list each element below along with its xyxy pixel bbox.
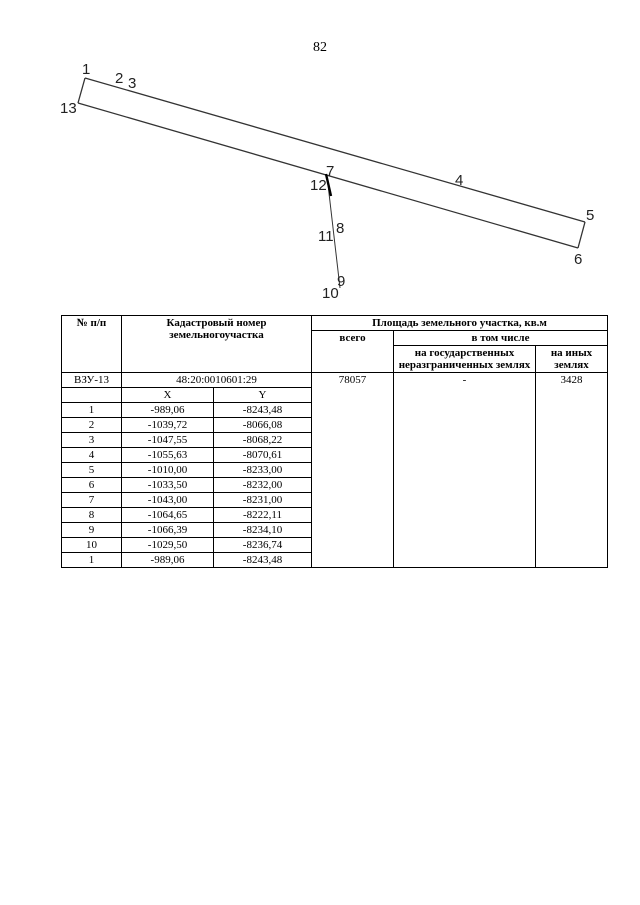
coord-cell-y: -8231,00 bbox=[214, 493, 312, 508]
point-label-3: 3 bbox=[128, 75, 137, 92]
coord-cell-y: -8243,48 bbox=[214, 553, 312, 568]
coord-cell-y: -8222,11 bbox=[214, 508, 312, 523]
parcel-total-area: 78057 bbox=[312, 373, 394, 568]
coord-cell-n: 10 bbox=[62, 538, 122, 553]
coord-cell-x: -1043,00 bbox=[122, 493, 214, 508]
coord-cell-n: 9 bbox=[62, 523, 122, 538]
coord-cell-x: -1039,72 bbox=[122, 418, 214, 433]
coord-cell-n: 8 bbox=[62, 508, 122, 523]
point-label-8: 8 bbox=[336, 220, 345, 237]
coord-cell-x: -1066,39 bbox=[122, 523, 214, 538]
header-state-lands: на государственных неразграниченных землях bbox=[394, 346, 536, 373]
point-label-4: 4 bbox=[455, 172, 464, 189]
boundary-right-edge bbox=[578, 222, 585, 248]
coord-header-y: Y bbox=[214, 388, 312, 403]
coord-cell-y: -8236,74 bbox=[214, 538, 312, 553]
coord-cell-n: 1 bbox=[62, 403, 122, 418]
header-other-lands: на иных землях bbox=[536, 346, 608, 373]
point-label-12: 12 bbox=[310, 177, 327, 194]
boundary-left-edge bbox=[78, 78, 85, 103]
coord-cell-y: -8070,61 bbox=[214, 448, 312, 463]
parcel-other-area: 3428 bbox=[536, 373, 608, 568]
coord-cell-n: 6 bbox=[62, 478, 122, 493]
header-area: Площадь земельного участка, кв.м bbox=[312, 316, 608, 331]
coord-header-x: X bbox=[122, 388, 214, 403]
point-label-9: 9 bbox=[337, 273, 346, 290]
coord-cell-y: -8243,48 bbox=[214, 403, 312, 418]
coord-cell-n: 4 bbox=[62, 448, 122, 463]
coord-cell-n: 1 bbox=[62, 553, 122, 568]
point-label-7: 7 bbox=[326, 163, 335, 180]
coord-cell-y: -8068,22 bbox=[214, 433, 312, 448]
parcel-row bbox=[62, 373, 608, 388]
point-label-10: 10 bbox=[322, 285, 339, 302]
header-total: всего bbox=[312, 331, 394, 373]
header-cadastral-number: Кадастровый номер земельногоучастка bbox=[122, 316, 312, 373]
coord-cell-n: 2 bbox=[62, 418, 122, 433]
point-label-2: 2 bbox=[115, 70, 124, 87]
page-number: 82 bbox=[313, 40, 327, 55]
point-label-5: 5 bbox=[586, 207, 595, 224]
point-label-6: 6 bbox=[574, 251, 583, 268]
parcel-id: ВЗУ-13 bbox=[62, 373, 122, 388]
coord-cell-n: 3 bbox=[62, 433, 122, 448]
coord-cell-x: -1010,00 bbox=[122, 463, 214, 478]
coord-cell-x: -1055,63 bbox=[122, 448, 214, 463]
cadastral-table bbox=[61, 315, 608, 568]
coord-cell-y: -8233,00 bbox=[214, 463, 312, 478]
coord-cell-x: -989,06 bbox=[122, 403, 214, 418]
coord-header-empty bbox=[62, 388, 122, 403]
coord-cell-n: 7 bbox=[62, 493, 122, 508]
coord-cell-y: -8232,00 bbox=[214, 478, 312, 493]
header-number: № п/п bbox=[62, 316, 122, 373]
coord-cell-x: -989,06 bbox=[122, 553, 214, 568]
coord-cell-x: -1029,50 bbox=[122, 538, 214, 553]
coord-cell-x: -1064,65 bbox=[122, 508, 214, 523]
coord-cell-x: -1047,55 bbox=[122, 433, 214, 448]
coord-cell-x: -1033,50 bbox=[122, 478, 214, 493]
parcel-cadastral-number: 48:20:0010601:29 bbox=[122, 373, 312, 388]
point-label-1: 1 bbox=[82, 61, 91, 78]
coord-cell-y: -8066,08 bbox=[214, 418, 312, 433]
point-label-13: 13 bbox=[60, 100, 77, 117]
coord-cell-y: -8234,10 bbox=[214, 523, 312, 538]
boundary-top-edge bbox=[85, 78, 585, 222]
header-including: в том числе bbox=[394, 331, 608, 346]
coord-cell-n: 5 bbox=[62, 463, 122, 478]
point-label-11: 11 bbox=[318, 228, 334, 245]
parcel-state-area: - bbox=[394, 373, 536, 568]
parcel-boundary-plan bbox=[0, 0, 640, 310]
